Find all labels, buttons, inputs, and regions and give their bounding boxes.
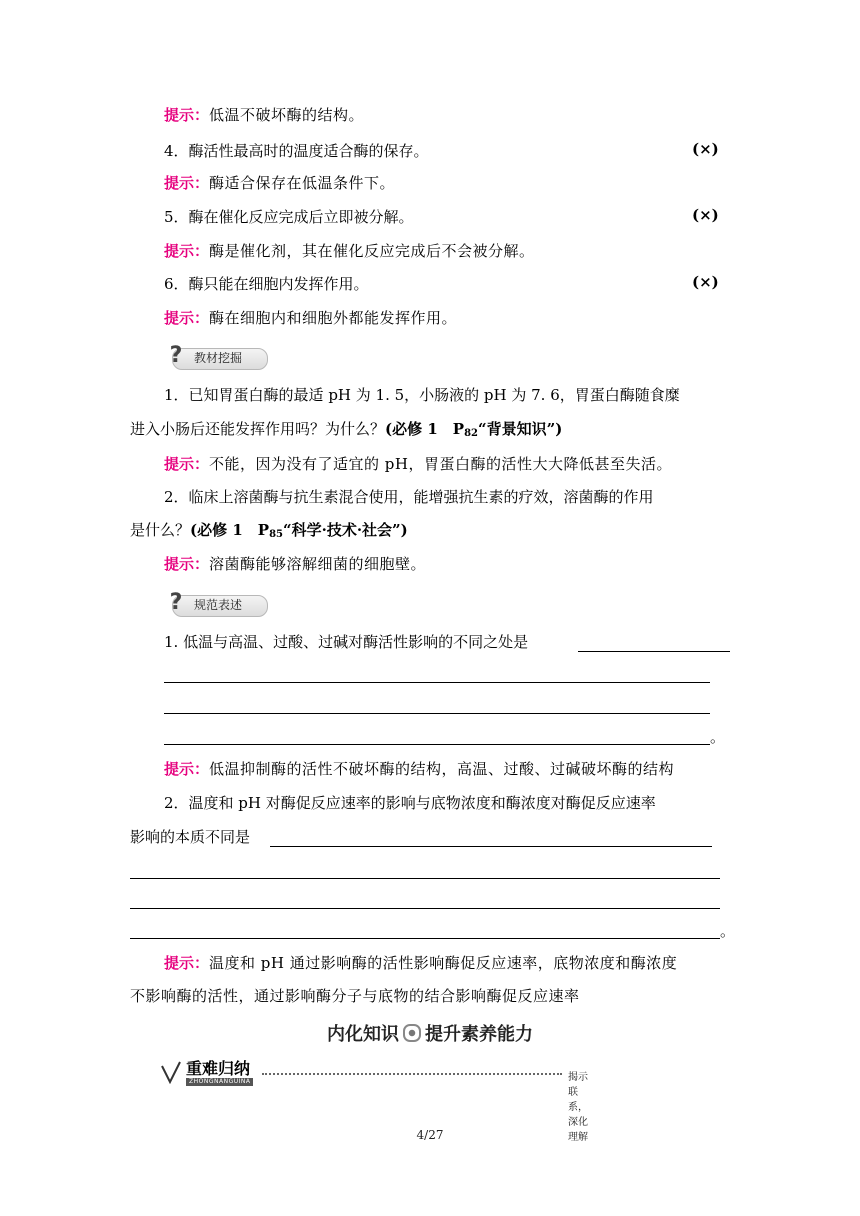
textbook-mining-badge (164, 344, 268, 370)
answer-blank-line (270, 846, 712, 847)
question-mark-icon: ? (169, 590, 183, 615)
dotted-divider (262, 1073, 562, 1075)
mining-q1-answer (164, 453, 672, 475)
section-banner (0, 1020, 860, 1046)
mining-q2-line2 (130, 519, 408, 546)
mining-q1-text: 进入小肠后还能发挥作用吗？为什么？ (130, 420, 386, 438)
expression-1-answer (164, 758, 674, 780)
question-mark-icon: ? (169, 343, 183, 368)
hint-text: 温度和 pH 通过影响酶的活性影响酶促反应速率，底物浓度和酶浓度 (209, 954, 678, 972)
answer-mark-6: (×) (692, 273, 719, 291)
ref-title: “科学·技术·社会”) (282, 521, 408, 539)
hint-text: 溶菌酶能够溶解细菌的细胞壁。 (209, 555, 427, 573)
badge-label: 规范表述 (194, 598, 243, 612)
answer-mark-5: (×) (692, 206, 719, 224)
hint-label: 提示： (164, 174, 210, 192)
mining-q1-line1: 1．已知胃蛋白酶的最适 pH 为 1. 5，小肠液的 pH 为 7. 6，胃蛋白酶随食糜 (164, 386, 680, 404)
hint-text: 酶适合保存在低温条件下。 (209, 174, 396, 192)
banner-left: 内化知识 (327, 1024, 399, 1045)
hint-label: 提示： (164, 760, 210, 778)
expression-2-answer-line2: 不影响酶的活性，通过影响酶分子与底物的结合影响酶促反应速率 (130, 987, 580, 1005)
hint-text: 酶在细胞内和细胞外都能发挥作用。 (209, 309, 458, 327)
hint-text: 不能，因为没有了适宜的 pH，胃蛋白酶的活性大大降低甚至失活。 (209, 455, 672, 473)
compass-icon (403, 1024, 421, 1042)
hint-label: 提示： (164, 242, 210, 260)
hint-label: 提示： (164, 455, 210, 473)
hint-label: 提示： (164, 954, 210, 972)
answer-blank-line (164, 744, 710, 745)
mining-q2-answer (164, 553, 426, 575)
mining-q1-ref (385, 420, 562, 438)
expression-2-line2: 影响的本质不同是 (130, 828, 251, 846)
banner-right: 提升素养能力 (425, 1024, 533, 1045)
ref-page: 82 (464, 428, 478, 439)
statement-4: 4．酶活性最高时的温度适合酶的保存。 (164, 142, 429, 160)
hint-line-1 (164, 104, 364, 126)
ref-title: “背景知识”) (477, 420, 563, 438)
hint-line-4 (164, 172, 395, 194)
hint-label: 提示： (164, 555, 210, 573)
answer-blank-line (130, 878, 720, 879)
hint-text: 低温抑制酶的活性不破坏酶的结构，高温、过酸、过碱破坏酶的结构 (209, 760, 675, 778)
hint-label: 提示： (164, 309, 210, 327)
hint-text: 酶是催化剂，其在催化反应完成后不会被分解。 (209, 242, 535, 260)
ref-text: (必修 1 P (190, 521, 270, 539)
hint-line-5 (164, 240, 535, 262)
mining-q2-text: 是什么？ (130, 521, 191, 539)
section-title: 重难归纳 (186, 1059, 251, 1078)
ref-page: 85 (269, 529, 283, 540)
mining-q2-ref (190, 521, 408, 539)
standard-expression-badge (164, 591, 268, 617)
expression-1-prompt: 1. 低温与高温、过酸、过碱对酶活性影响的不同之处是 (164, 633, 529, 651)
hint-line-6 (164, 307, 457, 329)
checkmark-icon (160, 1060, 182, 1084)
answer-blank-line (164, 682, 710, 683)
answer-mark-4: (×) (692, 140, 719, 158)
answer-blank-line (130, 908, 720, 909)
hint-text: 低温不破坏酶的结构。 (209, 106, 365, 124)
answer-blank-line (130, 938, 720, 939)
expression-2-answer-line1 (164, 952, 677, 974)
section-tagline: 揭示联系，深化理解 (568, 1072, 588, 1143)
answer-blank-line (578, 651, 730, 652)
ref-text: (必修 1 P (385, 420, 465, 438)
mining-q2-line1: 2．临床上溶菌酶与抗生素混合使用，能增强抗生素的疗效，溶菌酶的作用 (164, 488, 654, 506)
answer-blank-line (164, 713, 710, 714)
statement-6: 6．酶只能在细胞内发挥作用。 (164, 275, 369, 293)
section-subtitle: ZHONGNANGUINA (186, 1078, 253, 1086)
badge-label: 教材挖掘 (194, 351, 243, 365)
period-mark: 。 (710, 728, 726, 746)
hint-label: 提示： (164, 106, 210, 124)
period-mark: 。 (720, 922, 736, 940)
mining-q1-line2 (130, 418, 562, 445)
statement-5: 5．酶在催化反应完成后立即被分解。 (164, 208, 414, 226)
page-number: 4/27 (416, 1128, 444, 1142)
expression-2-line1: 2．温度和 pH 对酶促反应速率的影响与底物浓度和酶浓度对酶促反应速率 (164, 794, 656, 812)
